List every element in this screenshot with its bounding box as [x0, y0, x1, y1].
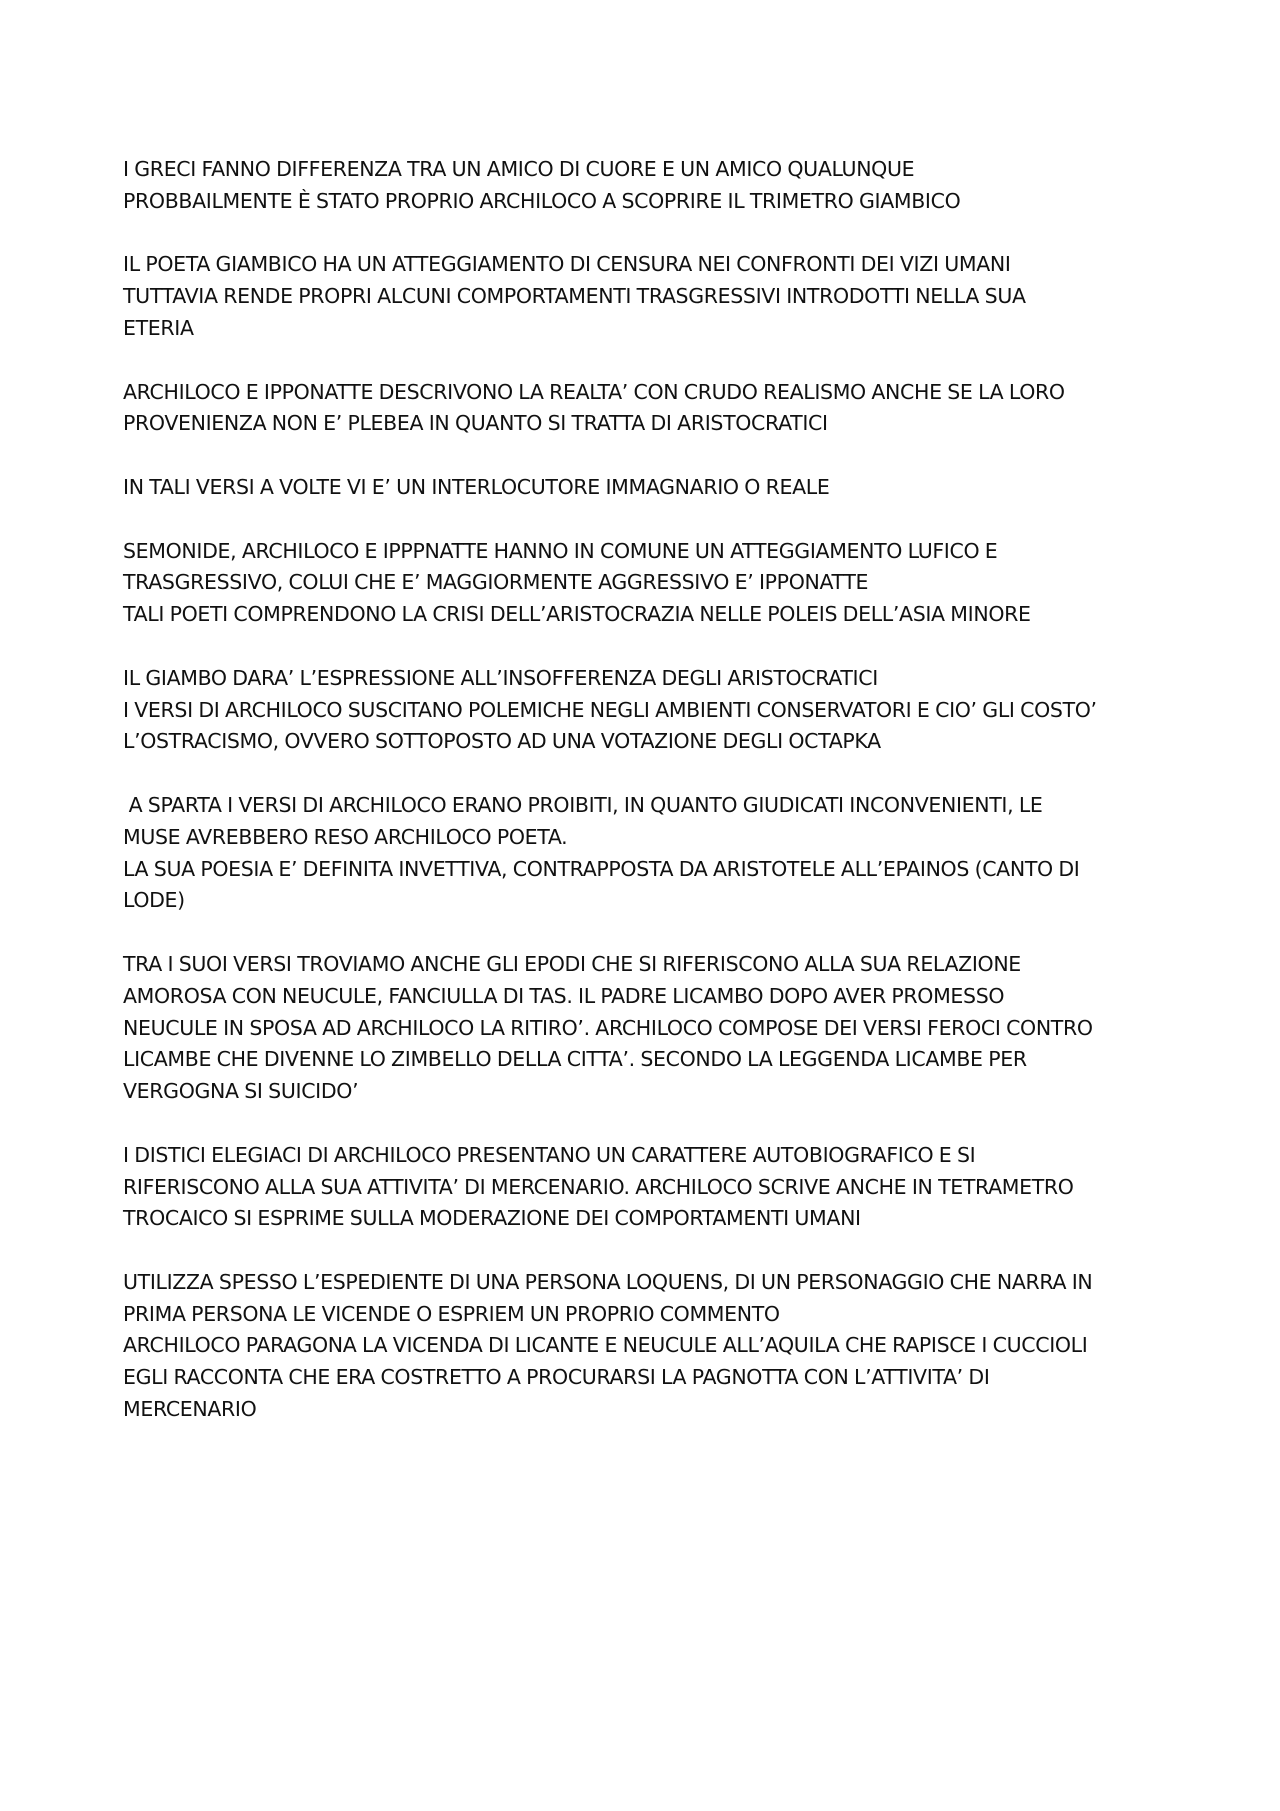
- text-paragraph: [123, 154, 1183, 218]
- text-paragraph: [123, 472, 1183, 504]
- text-line: IL GIAMBO DARA’ L’ESPRESSIONE ALL’INSOFFERENZA DEGLI ARISTOCRATICI: [123, 665, 878, 690]
- text-paragraph: [123, 377, 1183, 441]
- text-paragraph: [123, 949, 1183, 1108]
- text-line: IN TALI VERSI A VOLTE VI E’ UN INTERLOCUTORE IMMAGNARIO O REALE: [123, 474, 830, 499]
- text-line: I DISTICI ELEGIACI DI ARCHILOCO PRESENTANO UN CARATTERE AUTOBIOGRAFICO E SI: [123, 1142, 976, 1167]
- text-line: LICAMBE CHE DIVENNE LO ZIMBELLO DELLA CITTA’. SECONDO LA LEGGENDA LICAMBE PER: [123, 1047, 1027, 1072]
- text-paragraph: [123, 536, 1183, 631]
- text-line: NEUCULE IN SPOSA AD ARCHILOCO LA RITIRO’. ARCHILOCO COMPOSE DEI VERSI FEROCI CONTRO: [123, 1015, 1093, 1040]
- text-line: I GRECI FANNO DIFFERENZA TRA UN AMICO DI CUORE E UN AMICO QUALUNQUE: [123, 157, 915, 181]
- text-line: L’OSTRACISMO, OVVERO SOTTOPOSTO AD UNA VOTAZIONE DEGLI OCTAPKA: [123, 729, 881, 754]
- text-line: EGLI RACCONTA CHE ERA COSTRETTO A PROCURARSI LA PAGNOTTA CON L’ATTIVITA’ DI: [123, 1365, 990, 1390]
- text-line: PRIMA PERSONA LE VICENDE O ESPRIEM UN PROPRIO COMMENTO: [123, 1301, 780, 1326]
- text-line: TALI POETI COMPRENDONO LA CRISI DELL’ARISTOCRAZIA NELLE POLEIS DELL’ASIA MINORE: [123, 602, 1031, 627]
- text-paragraph: [123, 249, 1183, 344]
- text-line: UTILIZZA SPESSO L’ESPEDIENTE DI UNA PERSONA LOQUENS, DI UN PERSONAGGIO CHE NARRA IN: [123, 1269, 1093, 1294]
- text-line: TROCAICO SI ESPRIME SULLA MODERAZIONE DEI COMPORTAMENTI UMANI: [123, 1206, 861, 1231]
- text-line: MUSE AVREBBERO RESO ARCHILOCO POETA.: [123, 824, 568, 849]
- text-paragraph: [123, 790, 1183, 917]
- text-line: RIFERISCONO ALLA SUA ATTIVITA’ DI MERCENARIO. ARCHILOCO SCRIVE ANCHE IN TETRAMETRO: [123, 1174, 1074, 1199]
- text-line: PROVENIENZA NON E’ PLEBEA IN QUANTO SI TRATTA DI ARISTOCRATICI: [123, 411, 828, 436]
- text-paragraph: [123, 1140, 1183, 1235]
- text-line: ETERIA: [123, 315, 194, 340]
- text-line: SEMONIDE, ARCHILOCO E IPPPNATTE HANNO IN COMUNE UN ATTEGGIAMENTO LUFICO E: [123, 538, 998, 563]
- text-line: TUTTAVIA RENDE PROPRI ALCUNI COMPORTAMENTI TRASGRESSIVI INTRODOTTI NELLA SUA: [123, 284, 1026, 309]
- text-line: LA SUA POESIA E’ DEFINITA INVETTIVA, CONTRAPPOSTA DA ARISTOTELE ALL’EPAINOS (CANTO DI: [123, 856, 1080, 881]
- text-line: A SPARTA I VERSI DI ARCHILOCO ERANO PROIBITI, IN QUANTO GIUDICATI INCONVENIENTI, LE: [123, 792, 1043, 817]
- text-line: LODE): [123, 888, 185, 913]
- text-paragraph: [123, 1267, 1183, 1426]
- text-line: ARCHILOCO E IPPONATTE DESCRIVONO LA REALTA’ CON CRUDO REALISMO ANCHE SE LA LORO: [123, 379, 1065, 404]
- text-line: PROBBAILMENTE È STATO PROPRIO ARCHILOCO A SCOPRIRE IL TRIMETRO GIAMBICO: [123, 188, 961, 213]
- text-line: MERCENARIO: [123, 1397, 257, 1422]
- text-line: TRASGRESSIVO, COLUI CHE E’ MAGGIORMENTE AGGRESSIVO E’ IPPONATTE: [123, 570, 869, 595]
- text-line: VERGOGNA SI SUICIDO’: [123, 1079, 359, 1104]
- text-line: ARCHILOCO PARAGONA LA VICENDA DI LICANTE E NEUCULE ALL’AQUILA CHE RAPISCE I CUCCIOLI: [123, 1333, 1088, 1358]
- text-paragraph: [123, 663, 1183, 758]
- text-line: IL POETA GIAMBICO HA UN ATTEGGIAMENTO DI CENSURA NEI CONFRONTI DEI VIZI UMANI: [123, 252, 1011, 277]
- text-line: I VERSI DI ARCHILOCO SUSCITANO POLEMICHE NEGLI AMBIENTI CONSERVATORI E CIO’ GLI COSTO’: [123, 697, 1097, 722]
- text-line: AMOROSA CON NEUCULE, FANCIULLA DI TAS. IL PADRE LICAMBO DOPO AVER PROMESSO: [123, 983, 1005, 1008]
- document-body: [123, 154, 1183, 1458]
- text-line: TRA I SUOI VERSI TROVIAMO ANCHE GLI EPODI CHE SI RIFERISCONO ALLA SUA RELAZIONE: [123, 951, 1021, 976]
